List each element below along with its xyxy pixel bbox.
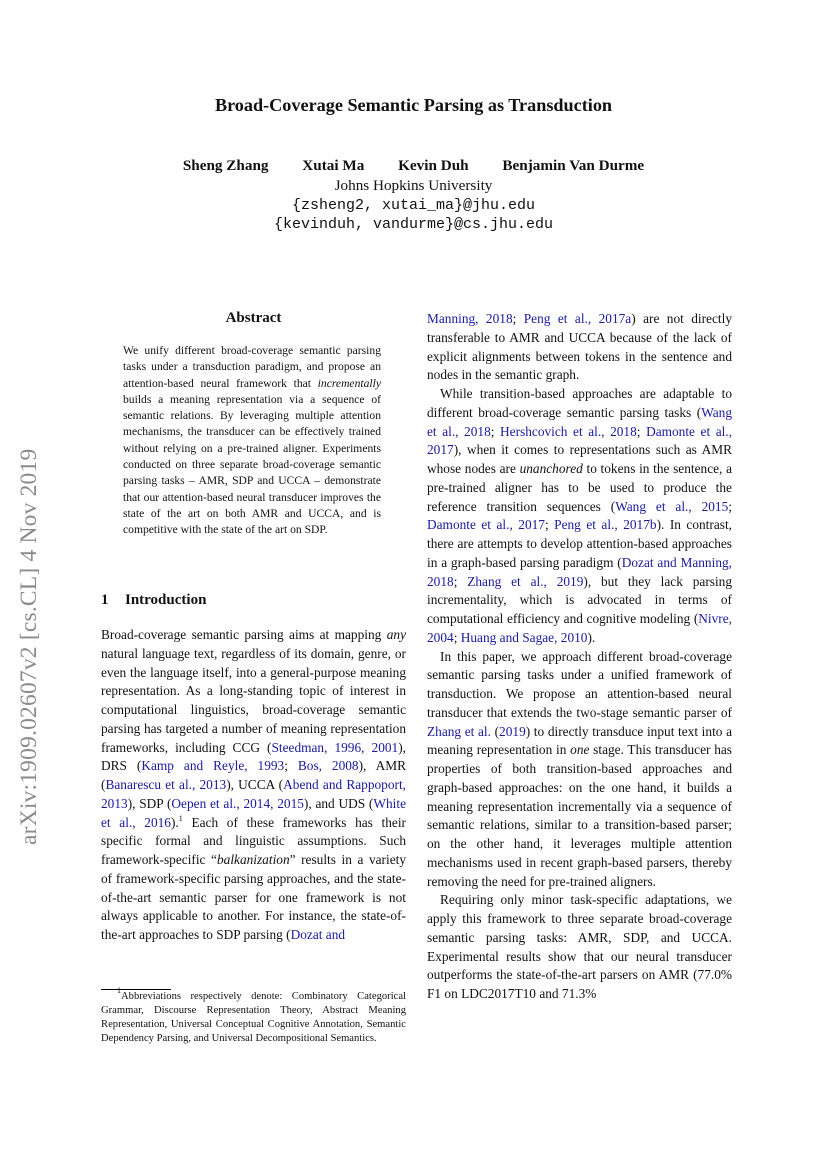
- citation-link[interactable]: Abend and Rappoport, 2013: [101, 777, 407, 811]
- citation-link[interactable]: 2019: [499, 723, 526, 739]
- citation-link[interactable]: Wang et al., 2015: [615, 498, 729, 514]
- body-text: ), SDP (: [127, 795, 172, 811]
- body-text: ), when it comes to representations such as AMR whose nodes are: [427, 442, 732, 476]
- body-text: ).: [170, 814, 179, 830]
- emphasis-text: incrementally: [317, 376, 381, 390]
- body-text: While transition-based approaches are adaptable to different broad-coverage semantic parsing tasks (: [427, 386, 732, 420]
- footnote-marker: 1: [117, 986, 121, 995]
- body-text: ), AMR (: [101, 758, 406, 792]
- abstract-heading: Abstract: [225, 310, 282, 326]
- body-text: In this paper, we approach different broad-coverage semantic parsing tasks under a unified framework of transduction. We propose an attention-based neural transducer that extends the two-stage semantic parser of: [427, 648, 732, 720]
- paragraph: [427, 385, 732, 648]
- footnote-text: Abbreviations respectively denote: Combinatory Categorical Grammar, Discourse Representation Theory, Abstract Meaning Representation, Universal Conceptual Cognitive Annotation, Semantic Dependency Parsing, and Universal Decompositional Semantics.: [101, 991, 406, 1044]
- body-text: ), but they lack parsing incrementality, which is advocated in terms of computational efficiency and cognitive modeling (: [427, 573, 733, 626]
- citation-link[interactable]: Wang et al., 2018: [427, 404, 732, 439]
- body-text: Broad-coverage semantic parsing aims at mapping: [101, 627, 387, 642]
- body-text: ;: [453, 629, 461, 645]
- section-heading: [101, 592, 206, 609]
- body-text: Requiring only minor task-specific adaptations, we apply this framework to three separate broad-coverage semantic parsing tasks: AMR, SDP, and UCCA. Experimental results show that our neural transducer outperforms the state-of-the-art parsers on AMR (77.0% F1 on LDC2017T10 and 71.3%: [427, 892, 732, 1001]
- body-text: ), and UDS (: [303, 795, 374, 811]
- left-column: [101, 626, 406, 945]
- body-text: ” results in a variety of framework-specific parsing approaches, and the state-of-the-art semantic parser for one framework is not always applicable to another. For instance, the state-of-the-art approaches to SDP parsing (: [101, 852, 406, 942]
- paragraph: [427, 310, 732, 385]
- body-text: stage. This transducer has properties of both transition-based approaches and graph-based approaches: on the one hand, it builds a meaning representation incrementally via a sequence of semantic relations, similar to a transition-based parser; on the other hand, it leverages multiple attention mechanisms used in recent graph-based parsers, thereby removing the need for pre-trained aligners.: [427, 742, 732, 889]
- footnote-ref[interactable]: 1: [178, 813, 183, 823]
- body-text: ), DRS (: [101, 739, 406, 774]
- body-text: ;: [284, 758, 298, 774]
- body-text: ). In contrast, there are attempts to develop attention-based approaches in a graph-based parsing paradigm (: [427, 517, 732, 570]
- email-line: {kevinduh, vandurme}@cs.jhu.edu: [273, 216, 554, 233]
- citation-link[interactable]: Steedman, 1996, 2001: [271, 739, 399, 755]
- author: Kevin Duh: [398, 157, 469, 174]
- section-title: Introduction: [125, 592, 207, 608]
- paragraph: [427, 648, 732, 892]
- right-column: [427, 310, 732, 1004]
- citation-link[interactable]: Huang and Sagae, 2010: [460, 629, 588, 645]
- body-text: builds a meaning representation via a sequence of semantic relations. By leveraging multiple attention mechanisms, the transducer can be effectively trained without relying on a pre-trained aligner. Experiments conducted on three separate broad-coverage semantic parsing tasks – AMR, SDP and UCCA – demonstrate that our attention-based neural transducer improves the state of the art on both AMR and UCCA, and is competitive with the state of the art on SDP.: [123, 392, 381, 537]
- emphasis-text: any: [386, 627, 406, 642]
- citation-link[interactable]: Bos, 2008: [297, 758, 359, 774]
- author: Xutai Ma: [302, 157, 365, 174]
- emphasis-text: unanchored: [519, 461, 583, 476]
- citation-link[interactable]: Dozat and Manning, 2018: [427, 554, 732, 589]
- affiliation: Johns Hopkins University: [334, 177, 493, 194]
- paragraph: [427, 891, 732, 1004]
- paper-title: Broad-Coverage Semantic Parsing as Transduction: [214, 95, 613, 115]
- author: Sheng Zhang: [182, 157, 269, 174]
- email-line: {zsheng2, xutai_ma}@jhu.edu: [291, 197, 536, 214]
- citation-link[interactable]: Nivre, 2004: [427, 611, 732, 645]
- paragraph: [101, 626, 406, 945]
- citation-link[interactable]: Kamp and Reyle, 1993: [141, 758, 285, 774]
- citation-link[interactable]: Dozat and: [290, 927, 346, 942]
- citation-link[interactable]: Damonte et al., 2017: [427, 517, 545, 533]
- citation-link[interactable]: Manning, 2018: [427, 311, 513, 326]
- body-text: ;: [490, 423, 501, 439]
- citation-link[interactable]: White et al., 2016: [101, 795, 406, 830]
- body-text: ;: [453, 573, 468, 589]
- citation-link[interactable]: Peng et al., 2017a: [523, 311, 632, 326]
- abstract-body: [123, 343, 381, 539]
- citation-link[interactable]: Oepen et al., 2014, 2015: [171, 795, 304, 811]
- body-text: ) are not directly transferable to AMR and UCCA because of the lack of explicit alignments between tokens in the sentence and nodes in the semantic graph.: [427, 311, 732, 383]
- citation-link[interactable]: Zhang et al., 2019: [467, 573, 584, 589]
- footnote: [101, 986, 406, 1046]
- body-text: ;: [728, 498, 732, 514]
- body-text: ;: [636, 423, 647, 439]
- section-number: 1: [101, 592, 109, 608]
- body-text: (: [490, 723, 500, 739]
- body-text: We unify different broad-coverage semantic parsing tasks under a transduction paradigm, and propose an attention-based neural framework that: [123, 344, 381, 390]
- body-text: ).: [587, 629, 596, 645]
- arxiv-stamp: arXiv:1909.02607v2 [cs.CL] 4 Nov 2019: [16, 448, 42, 845]
- body-text: ;: [544, 517, 555, 533]
- body-text: to tokens in the sentence, a pre-trained aligner has to be used to produce the reference transition sequences (: [427, 461, 732, 514]
- author: Benjamin Van Durme: [502, 157, 645, 174]
- body-text: natural language text, regardless of its domain, genre, or even the language itself, into a general-purpose meaning representation. As a long-standing topic of interest in computational linguistics, broad-coverage semantic parsing has targeted a number of meaning representation frameworks, including CCG (: [101, 645, 406, 755]
- citation-link[interactable]: Peng et al., 2017b: [554, 517, 657, 533]
- author-list: [0, 157, 827, 175]
- citation-link[interactable]: Banarescu et al., 2013: [105, 777, 227, 792]
- citation-link[interactable]: Hershcovich et al., 2018: [500, 423, 637, 439]
- citation-link[interactable]: Zhang et al.: [427, 723, 491, 739]
- body-text: ) to directly transduce input text into a meaning representation in: [427, 723, 732, 758]
- emphasis-text: one: [570, 742, 590, 758]
- citation-link[interactable]: Damonte et al., 2017: [427, 423, 733, 458]
- emphasis-text: balkanization: [216, 852, 290, 867]
- body-text: ;: [512, 311, 524, 326]
- body-text: ), UCCA (: [226, 777, 284, 792]
- body-text: Each of these frameworks has their specific formal and linguistic assumptions. Such framework-specific “: [101, 814, 407, 867]
